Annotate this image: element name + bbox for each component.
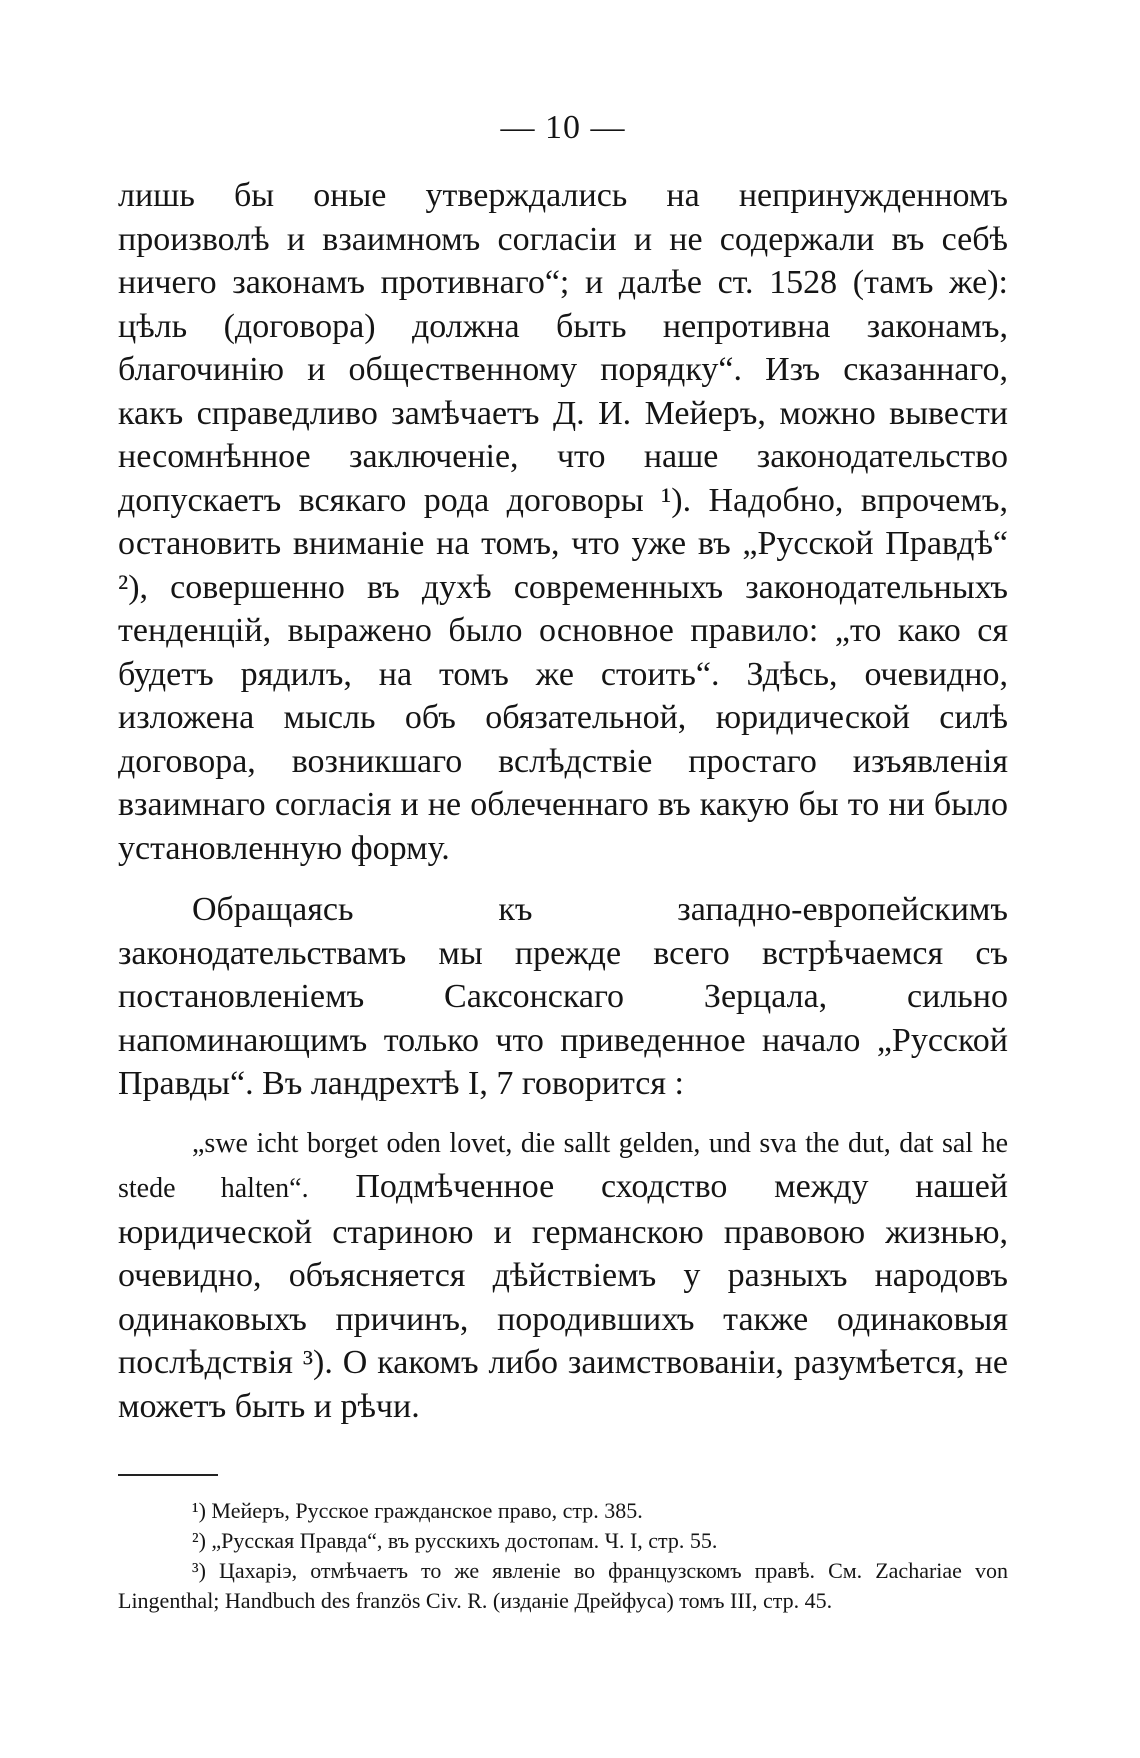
book-page <box>118 108 1008 1616</box>
footnote-2: ²) „Русская Правда“, въ русскихъ достопам. Ч. I, стр. 55. <box>192 1528 718 1553</box>
footnote-1: ¹) Мейеръ, Русское гражданское право, стр. 385. <box>192 1498 643 1523</box>
page-number: — 10 — <box>500 109 626 146</box>
paragraph-3-text: Подмѣченное сходство между нашей юридической стариною и германскою правовою жизнью, очевидно, объясняется дѣйствіемъ у разныхъ народовъ одинаковыхъ причинъ, породившихъ также одинаковыя послѣдствія ³). О какомъ либо заимствованіи, разумѣется, не можетъ быть и рѣчи. <box>118 1168 1008 1425</box>
paragraph-2: Обращаясь къ западно-европейскимъ законодательствамъ мы прежде всего встрѣчаемся съ постановленіемъ Саксонскаго Зерцала, сильно напоминающимъ только что приведенное начало „Русской Правды“. Въ ландрехтѣ I, 7 говорится : <box>118 891 1008 1102</box>
paragraph-1: лишь бы оные утверждались на непринужденномъ произволѣ и взаимномъ согласіи и не содержали въ себѣ ничего законамъ противнаго“; и далѣе ст. 1528 (тамъ же): цѣль (договора) должна быть непротивна законамъ, благочинію и общественному порядку“. Изъ сказаннаго, какъ справедливо замѣчаетъ Д. И. Мейеръ, можно вывести несомнѣнное заключеніе, что наше законодательство допускаетъ всякаго рода договоры ¹). Надобно, впрочемъ, остановить вниманіе на томъ, что уже въ „Русской Правдѣ“ ²), совершенно въ духѣ современныхъ законодательныхъ тенденцій, выражено было основное правило: „то како ся будетъ рядилъ, на томъ же стоить“. Здѣсь, очевидно, изложена мысль объ обязательной, юридической силѣ договора, возникшаго вслѣдствіе простаго изъявленія взаимнаго согласія и не облеченнаго въ какую бы то ни было установленную форму. <box>118 177 1008 867</box>
german-quote: „swe icht borget oden lovet, die sallt gelden, und sva the dut, dat sal he stede halten“. <box>118 1127 1008 1204</box>
footnote-3: ³) Цахаріэ, отмѣчаетъ то же явленіе во французскомъ правѣ. Cм. Zachariae von Lingenthal; Handbuch des französ Civ. R. (изданіе Дрейфуса) томъ III, стр. 45. <box>118 1558 1008 1613</box>
paragraph-3 <box>118 1120 1008 1429</box>
footnote-divider <box>118 1474 218 1476</box>
